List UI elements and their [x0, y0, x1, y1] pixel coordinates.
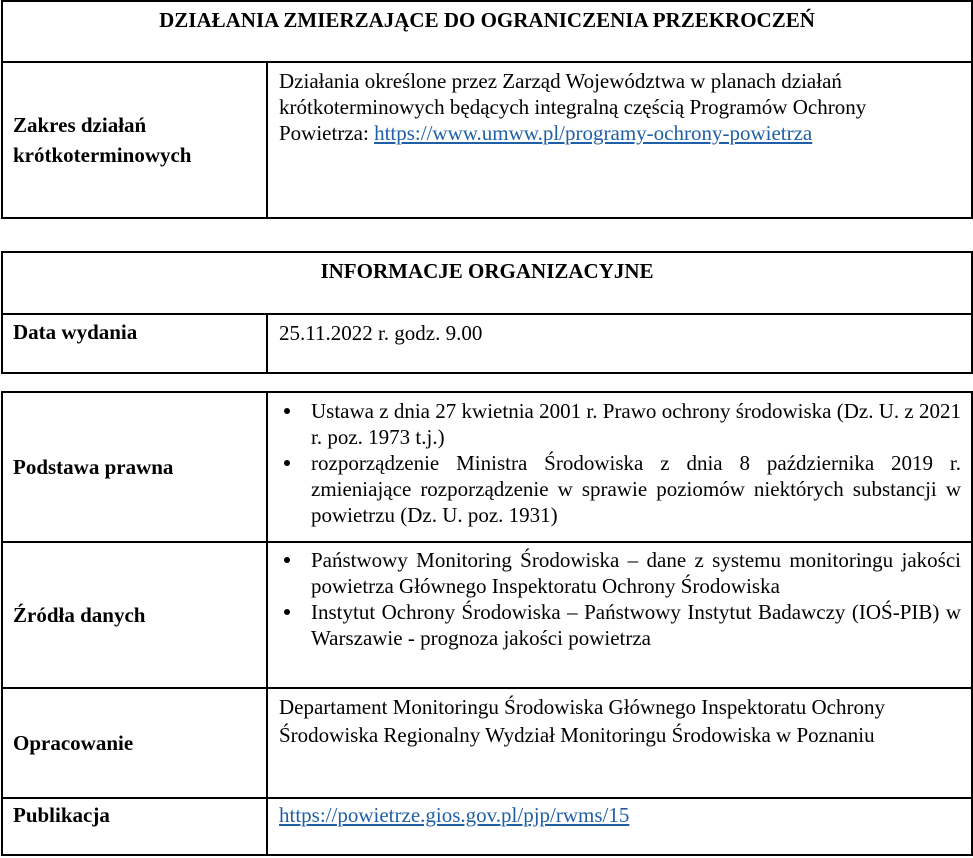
list-item: Państwowy Monitoring Środowiska – dane z systemu monitoringu jakości powietrza Głównego Inspektoratu Ochrony Środowiska [311, 547, 961, 599]
details-table [1, 391, 973, 856]
legal-basis-value [267, 392, 972, 542]
legal-basis-label: Podstawa prawna [2, 392, 267, 542]
publication-label: Publikacja [2, 798, 267, 855]
short-term-actions-value [267, 62, 972, 218]
bullet-icon [284, 609, 290, 615]
info-table [1, 251, 973, 374]
list-item: rozporządzenie Ministra Środowiska z dnia 8 października 2019 r. zmieniające rozporządzenie w sprawie poziomów niektórych substancji w powietrzu (Dz. U. poz. 1931) [311, 450, 961, 528]
short-term-actions-text: Działania określone przez Zarząd Województwa w planach działań krótkoterminowych będących integralną częścią Programów Ochrony Powietrza: [279, 69, 867, 145]
issue-date-label: Data wydania [2, 314, 267, 373]
publication-link[interactable]: https://powietrze.gios.gov.pl/pjp/rwms/15 [279, 803, 630, 827]
publication-value [267, 798, 972, 855]
short-term-actions-label: Zakres działań krótkoterminowych [2, 62, 267, 218]
programs-link[interactable]: https://www.umww.pl/programy-ochrony-powietrza [374, 121, 813, 145]
legal-basis-list [279, 398, 961, 528]
data-sources-label: Źródła danych [2, 542, 267, 688]
prepared-by-label: Opracowanie [2, 688, 267, 798]
info-title: INFORMACJE ORGANIZACYJNE [2, 252, 972, 314]
bullet-icon [284, 557, 290, 563]
data-sources-list [279, 547, 961, 651]
data-sources-value [267, 542, 972, 688]
list-item: Instytut Ochrony Środowiska – Państwowy Instytut Badawczy (IOŚ-PIB) w Warszawie - prognoza jakości powietrza [311, 599, 961, 651]
prepared-by-value: Departament Monitoringu Środowiska Głównego Inspektoratu Ochrony Środowiska Regionalny Wydział Monitoringu Środowiska w Poznaniu [267, 688, 972, 798]
actions-table [1, 0, 973, 219]
issue-date-value: 25.11.2022 r. godz. 9.00 [267, 314, 972, 373]
bullet-icon [284, 408, 290, 414]
actions-title: DZIAŁANIA ZMIERZAJĄCE DO OGRANICZENIA PRZEKROCZEŃ [2, 1, 972, 62]
list-item: Ustawa z dnia 27 kwietnia 2001 r. Prawo ochrony środowiska (Dz. U. z 2021 r. poz. 1973 t.j.) [311, 398, 961, 450]
bullet-icon [284, 460, 290, 466]
